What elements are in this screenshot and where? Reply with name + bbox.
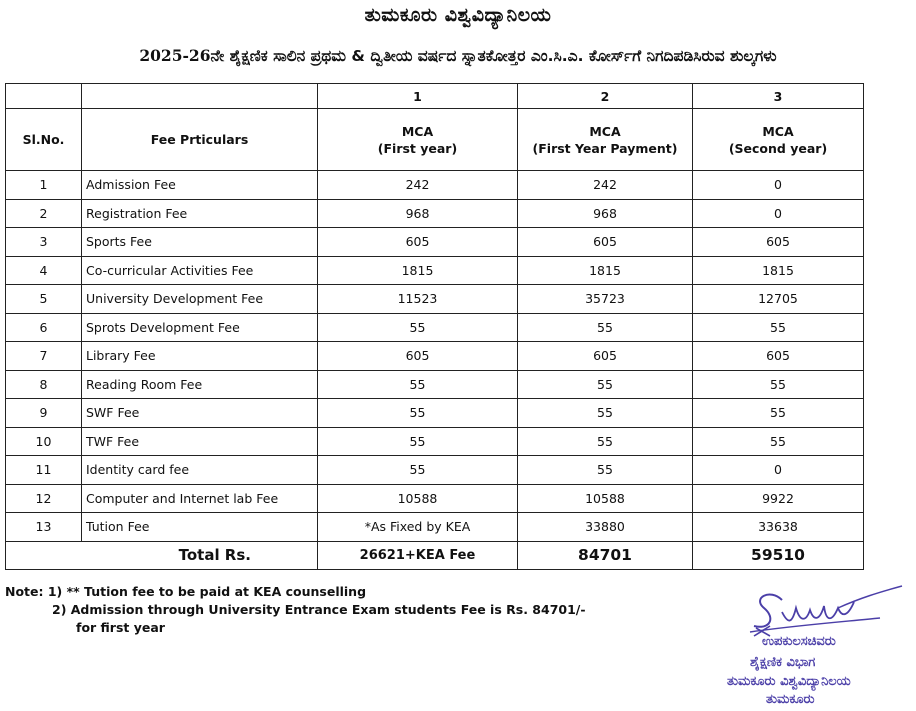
table-row xyxy=(6,427,864,456)
fee-name-cell: Reading Room Fee xyxy=(82,370,318,399)
col1-value-cell: 55 xyxy=(318,427,518,456)
header-blank-cell xyxy=(82,84,318,109)
seal-line-3: ತುಮಕೂರು ವಿಶ್ವವಿದ್ಯಾನಿಲಯ xyxy=(727,674,851,689)
fee-name-cell: TWF Fee xyxy=(82,427,318,456)
table-row xyxy=(6,370,864,399)
col3-header-line2: (Second year) xyxy=(728,140,828,156)
col1-value-cell: 55 xyxy=(318,313,518,342)
official-seal xyxy=(720,578,910,708)
total-col1: 26621+KEA Fee xyxy=(318,541,518,569)
col1-value-cell: 242 xyxy=(318,171,518,200)
col2-value-cell: 968 xyxy=(518,199,693,228)
table-row xyxy=(6,228,864,257)
table-row xyxy=(6,399,864,428)
col3-value-cell: 9922 xyxy=(693,484,864,513)
col3-value-cell: 0 xyxy=(693,199,864,228)
sl-cell: 2 xyxy=(6,199,82,228)
col3-value-cell: 605 xyxy=(693,342,864,371)
col2-value-cell: 605 xyxy=(518,228,693,257)
subtitle-text: ನೇ ಶೈಕ್ಷಣಿಕ ಸಾಲಿನ ಪ್ರಥಮ & ದ್ವಿತೀಯ ವರ್ಷದ ಸ್ನಾತಕೋತ್ತರ ಎಂ.ಸಿ.ಎ. ಕೋರ್ಸ್‌ಗೆ ನಿಗದಿಪಡಿಸಿರುವ ಶುಲ್ಕಗಳು xyxy=(210,47,777,65)
total-col2: 84701 xyxy=(518,541,693,569)
note-line-1: Note: 1) ** Tution fee to be paid at KEA counselling xyxy=(5,584,367,599)
fee-name-cell: Admission Fee xyxy=(82,171,318,200)
col2-value-cell: 35723 xyxy=(518,285,693,314)
table-row xyxy=(6,313,864,342)
col2-header-line2: (First Year Payment) xyxy=(532,140,678,156)
table-row xyxy=(6,256,864,285)
col3-value-cell: 55 xyxy=(693,370,864,399)
col1-value-cell: 55 xyxy=(318,456,518,485)
table-row xyxy=(6,285,864,314)
col1-value-cell: 55 xyxy=(318,370,518,399)
col2-value-cell: 55 xyxy=(518,399,693,428)
fee-name-cell: University Development Fee xyxy=(82,285,318,314)
fee-table xyxy=(5,83,864,570)
col3-value-cell: 55 xyxy=(693,313,864,342)
total-row xyxy=(6,541,864,569)
slno-header: Sl.No. xyxy=(6,109,82,171)
fee-name-cell: Co-curricular Activities Fee xyxy=(82,256,318,285)
fee-name-cell: SWF Fee xyxy=(82,399,318,428)
col2-value-cell: 55 xyxy=(518,313,693,342)
table-row xyxy=(6,342,864,371)
note-line-3: for first year xyxy=(76,620,165,635)
col2-value-cell: 242 xyxy=(518,171,693,200)
col1-value-cell: 10588 xyxy=(318,484,518,513)
col2-header-line1: MCA xyxy=(589,123,621,139)
col2-value-cell: 55 xyxy=(518,370,693,399)
sl-cell: 1 xyxy=(6,171,82,200)
col1-value-cell: 11523 xyxy=(318,285,518,314)
col1-header-line2: (First year) xyxy=(377,140,458,156)
col3-value-cell: 605 xyxy=(693,228,864,257)
sl-cell: 11 xyxy=(6,456,82,485)
seal-line-2: ಶೈಕ್ಷಣಿಕ ವಿಭಾಗ xyxy=(750,655,816,670)
col1-value-cell: 1815 xyxy=(318,256,518,285)
seal-line-4: ತುಮಕೂರು xyxy=(766,692,815,707)
sl-cell: 9 xyxy=(6,399,82,428)
col1-value-cell: 605 xyxy=(318,342,518,371)
particulars-header: Fee Prticulars xyxy=(82,109,318,171)
table-row xyxy=(6,513,864,542)
total-col3: 59510 xyxy=(693,541,864,569)
page-title: ತುಮಕೂರು ವಿಶ್ವವಿದ್ಯಾನಿಲಯ xyxy=(364,4,552,26)
column-number: 1 xyxy=(318,84,518,109)
fee-name-cell: Registration Fee xyxy=(82,199,318,228)
col3-value-cell: 55 xyxy=(693,427,864,456)
col2-value-cell: 605 xyxy=(518,342,693,371)
col1-value-cell: *As Fixed by KEA xyxy=(318,513,518,542)
note-line-2: 2) Admission through University Entrance Exam students Fee is Rs. 84701/- xyxy=(52,602,586,617)
sl-cell: 6 xyxy=(6,313,82,342)
sl-cell: 12 xyxy=(6,484,82,513)
fee-name-cell: Sports Fee xyxy=(82,228,318,257)
sl-cell: 4 xyxy=(6,256,82,285)
fee-name-cell: Sprots Development Fee xyxy=(82,313,318,342)
fee-name-cell: Computer and Internet lab Fee xyxy=(82,484,318,513)
col1-value-cell: 605 xyxy=(318,228,518,257)
col3-value-cell: 1815 xyxy=(693,256,864,285)
column-number-row xyxy=(6,84,864,109)
page-subtitle xyxy=(0,46,916,66)
sl-cell: 8 xyxy=(6,370,82,399)
notes xyxy=(5,583,586,637)
col1-value-cell: 55 xyxy=(318,399,518,428)
col3-value-cell: 33638 xyxy=(693,513,864,542)
subtitle-year: 2025-26 xyxy=(139,46,211,65)
fee-name-cell: Identity card fee xyxy=(82,456,318,485)
col2-value-cell: 55 xyxy=(518,427,693,456)
fee-name-cell: Tution Fee xyxy=(82,513,318,542)
sl-cell: 5 xyxy=(6,285,82,314)
col3-header xyxy=(693,109,864,171)
col1-header-line1: MCA xyxy=(401,123,434,139)
col2-value-cell: 33880 xyxy=(518,513,693,542)
col2-value-cell: 1815 xyxy=(518,256,693,285)
col2-value-cell: 10588 xyxy=(518,484,693,513)
col2-value-cell: 55 xyxy=(518,456,693,485)
header-row xyxy=(6,109,864,171)
col3-value-cell: 0 xyxy=(693,171,864,200)
sl-cell: 10 xyxy=(6,427,82,456)
sl-cell: 3 xyxy=(6,228,82,257)
col3-value-cell: 12705 xyxy=(693,285,864,314)
total-label: Total Rs. xyxy=(6,541,318,569)
table-row xyxy=(6,456,864,485)
seal-line-1: ಉಪಕುಲಸಚಿವರು xyxy=(762,634,836,649)
col1-header xyxy=(318,109,518,171)
col3-header-line1: MCA xyxy=(762,123,794,139)
signature-icon xyxy=(730,578,910,638)
table-row xyxy=(6,171,864,200)
col2-header xyxy=(518,109,693,171)
col3-value-cell: 0 xyxy=(693,456,864,485)
sl-cell: 7 xyxy=(6,342,82,371)
header-blank-cell xyxy=(6,84,82,109)
column-number: 2 xyxy=(518,84,693,109)
col1-value-cell: 968 xyxy=(318,199,518,228)
fee-name-cell: Library Fee xyxy=(82,342,318,371)
sl-cell: 13 xyxy=(6,513,82,542)
column-number: 3 xyxy=(693,84,864,109)
col3-value-cell: 55 xyxy=(693,399,864,428)
table-row xyxy=(6,484,864,513)
table-row xyxy=(6,199,864,228)
